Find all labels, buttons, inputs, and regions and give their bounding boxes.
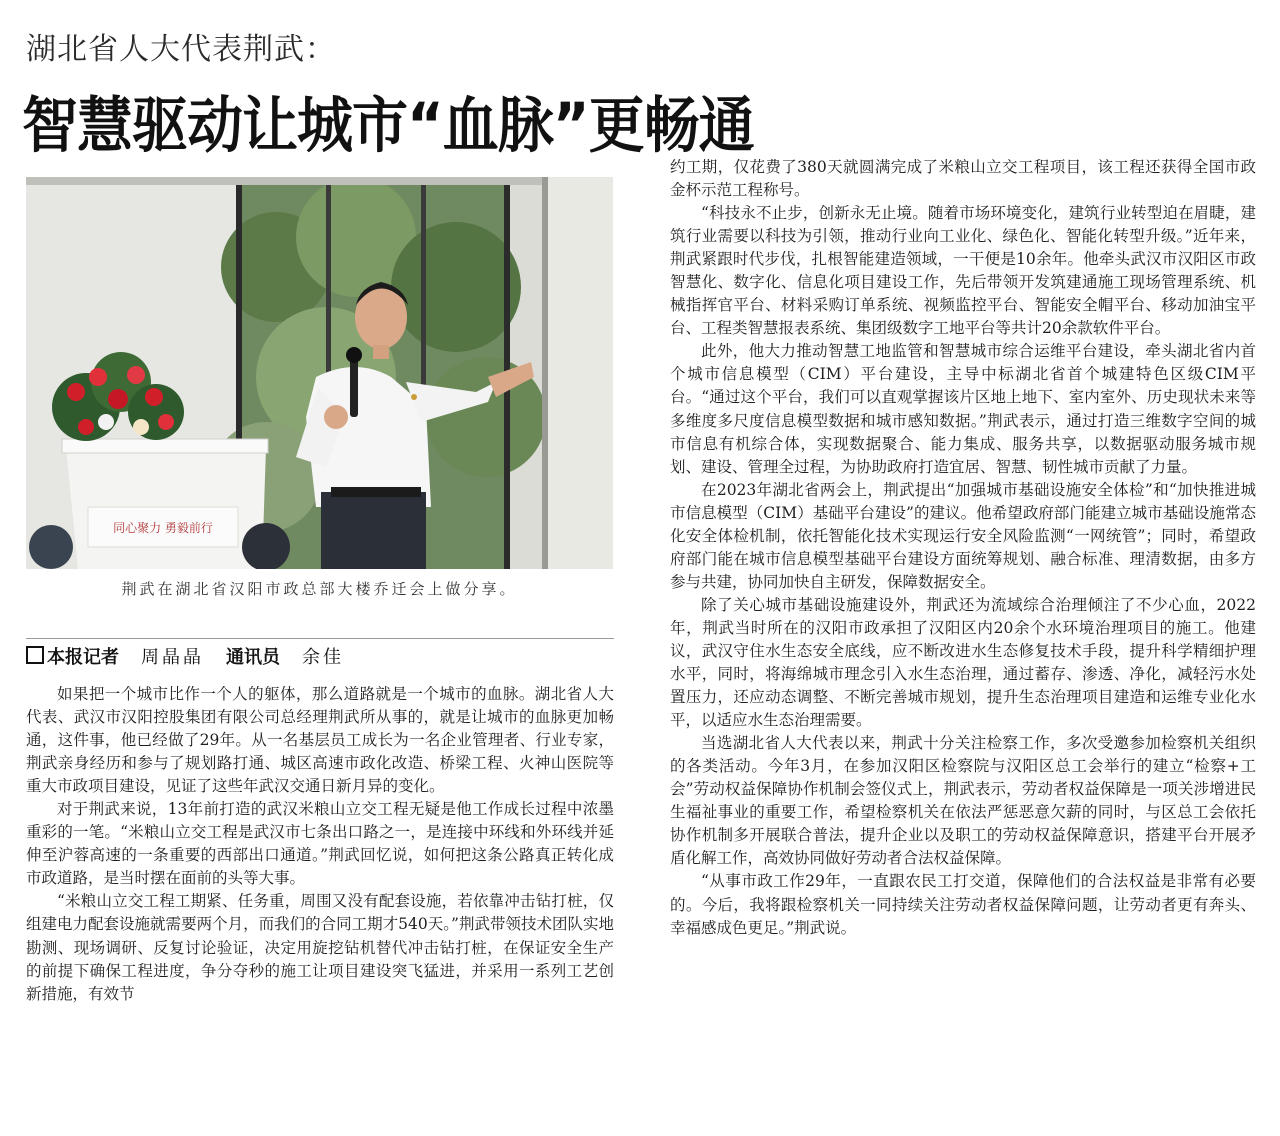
body-paragraph: “从事市政工作29年，一直跟农民工打交道，保障他们的合法权益是非常有必要的。今后，我将跟检察机关一同持续关注劳动者权益保障问题，让劳动者更有奔头、幸福感成色更足。”荆武说。	[670, 872, 1256, 937]
correspondent-label: 通讯员	[226, 647, 280, 668]
speaker-photo-illustration	[26, 177, 613, 569]
reporter-label: 本报记者	[47, 647, 119, 668]
photo-caption: 荆武在湖北省汉阳市政总部大楼乔迁会上做分享。	[121, 580, 518, 598]
reporter-name: 周晶晶	[141, 647, 204, 668]
body-paragraph: 此外，他大力推动智慧工地监管和智慧城市综合运维平台建设，牵头湖北省内首个城市信息模型（CIM）平台建设，主导中标湖北省首个城建特色区级CIM平台。“通过这个平台，我们可以直观掌握该片区地上地下、室内室外、历史现状未来等多维度多尺度信息模型数据和城市感知数据。”荆武表示，通过打造三维数字空间的城市信息有机综合体，实现数据聚合、能力集成、服务共享，以数据驱动服务城市规划、建设、管理全过程，为协助政府打造宜居、智慧、韧性城市贡献了力量。	[670, 342, 1256, 476]
article-kicker: 湖北省人大代表荆武：	[26, 32, 336, 67]
body-paragraph: “米粮山立交工程工期紧、任务重，周围又没有配套设施，若依靠冲击钻打桩，仅组建电力配套设施就需要两个月，而我们的合同工期才540天。”荆武带领技术团队实地勘测、现场调研、反复讨论验证，决定用旋挖钻机替代冲击钻打桩，在保证安全生产的前提下确保工程进度，争分夺秒的施工让项目建设突飞猛进，并采用一系列工艺创新措施，有效节	[26, 892, 614, 1003]
correspondent-name: 余佳	[302, 647, 344, 668]
body-paragraph-continuation: 约工期，仅花费了380天就圆满完成了米粮山立交工程项目，该工程还获得全国市政金杯示范工程称号。	[670, 158, 1256, 200]
byline	[26, 638, 614, 671]
body-paragraph: 如果把一个城市比作一个人的躯体，那么道路就是一个城市的血脉。湖北省人大代表、武汉市汉阳控股集团有限公司总经理荆武所从事的，就是让城市的血脉更加畅通，这件事，他已经做了29年。从一名基层员工成长为一名企业管理者、行业专家，荆武亲身经历和参与了规划路打通、城区高速市政化改造、桥梁工程、火神山医院等重大市政项目建设，见证了这些年武汉交通日新月异的变化。	[26, 685, 614, 796]
body-paragraph: 在2023年湖北省两会上，荆武提出“加强城市基础设施安全体检”和“加快推进城市信息模型（CIM）基础平台建设”的建议。他希望政府部门能建立城市基础设施常态化安全体检机制，依托智能化技术实现运行安全风险监测“一网统管”；同时，希望政府部门能在城市信息模型基础平台建设方面统筹规划、融合标准、理清数据，由多方参与共建，协同加快自主研发，保障数据安全。	[670, 480, 1256, 591]
byline-box-icon	[26, 646, 44, 664]
article-body-left-column	[26, 683, 614, 1006]
body-paragraph: 除了关心城市基础设施建设外，荆武还为流域综合治理倾注了不少心血，2022年，荆武当时所在的汉阳市政承担了汉阳区内20余个水环境治理项目的施工。他建议，武汉守住水生态安全底线，应不断改进水生态修复技术手段，提升科学精细护理水平，同时，将海绵城市理念引入水生态治理，通过蓄存、渗透、净化，减轻污水处置压力，还应动态调整、不断完善城市规划，提升生态治理项目建造和运维专业化水平，以适应水生态治理需要。	[670, 595, 1256, 730]
body-paragraph: 当选湖北省人大代表以来，荆武十分关注检察工作，多次受邀参加检察机关组织的各类活动。今年3月，在参加汉阳区检察院与汉阳区总工会举行的建立“检察+工会”劳动权益保障协作机制会签仪式上，荆武表示，劳动者权益保障是一项关涉增进民生福祉事业的重要工作，希望检察机关在依法严惩恶意欠薪的同时，与区总工会依托协作机制多开展联合普法，提升企业以及职工的劳动权益保障意识，搭建平台开展矛盾化解工作，高效协同做好劳动者合法权益保障。	[670, 734, 1256, 868]
podium-banner-text: 同心聚力 勇毅前行	[113, 521, 213, 535]
body-paragraph: 对于荆武来说，13年前打造的武汉米粮山立交工程无疑是他工作成长过程中浓墨重彩的一笔。“米粮山立交工程是武汉市七条出口路之一，是连接中环线和外环线并延伸至沪蓉高速的一条重要的西部出口通道。”荆武回忆说，如何把这条公路真正转化成市政道路，是当时摆在面前的头等大事。	[26, 800, 614, 888]
article-photo	[26, 177, 613, 569]
article-body-right-column	[670, 156, 1256, 940]
article-headline: 智慧驱动让城市“血脉”更畅通	[22, 90, 754, 162]
body-paragraph: “科技永不止步，创新永无止境。随着市场环境变化，建筑行业转型迫在眉睫，建筑行业需要以科技为引领，推动行业向工业化、绿色化、智能化转型升级。”近年来，荆武紧跟时代步伐，扎根智能建造领域，一干便是10余年。他牵头武汉市汉阳区市政智慧化、数字化、信息化项目建设工作，先后带领开发筑建通施工现场管理系统、机械指挥官平台、材料采购订单系统、视频监控平台、智能安全帽平台、移动加油宝平台、工程类智慧报表系统、集团级数字工地平台等共计20余款软件平台。	[670, 204, 1256, 338]
